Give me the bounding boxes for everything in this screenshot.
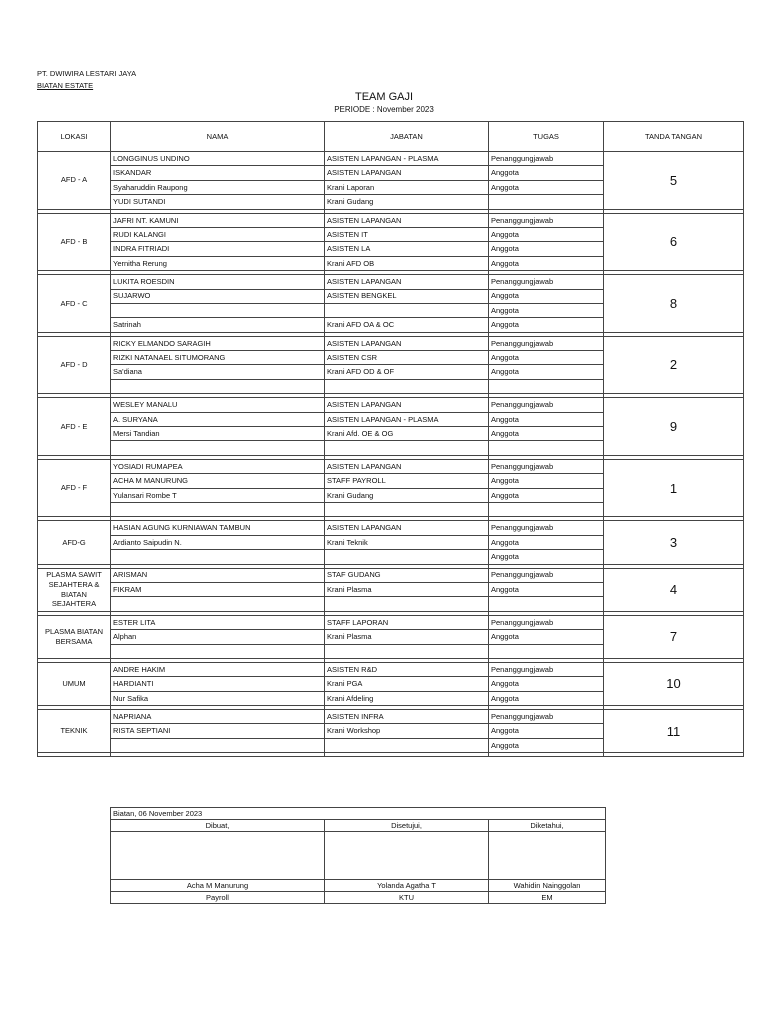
- team-table: [37, 121, 744, 757]
- nama-cell: Satrinah: [111, 318, 325, 332]
- jabatan-cell: Krani Gudang: [325, 195, 489, 209]
- jabatan-cell: ASISTEN LAPANGAN: [325, 521, 489, 535]
- place-date: Biatan, 06 November 2023: [111, 808, 606, 820]
- tugas-cell: Anggota: [489, 227, 604, 241]
- tanda-tangan-cell: 10: [604, 662, 744, 705]
- table-row: [38, 615, 744, 629]
- lokasi-cell: AFD - B: [38, 213, 111, 271]
- jabatan-cell: ASISTEN LAPANGAN: [325, 336, 489, 350]
- tugas-cell: Anggota: [489, 242, 604, 256]
- jabatan-cell: STAF GUDANG: [325, 568, 489, 582]
- tugas-cell: Penanggungjawab: [489, 615, 604, 629]
- jabatan-cell: [325, 441, 489, 455]
- tugas-cell: [489, 644, 604, 658]
- nama-cell: [111, 597, 325, 611]
- tugas-cell: Penanggungjawab: [489, 521, 604, 535]
- signer-position-2: KTU: [325, 892, 489, 904]
- nama-cell: RICKY ELMANDO SARAGIH: [111, 336, 325, 350]
- nama-cell: [111, 441, 325, 455]
- jabatan-cell: ASISTEN INFRA: [325, 710, 489, 724]
- tugas-cell: Anggota: [489, 738, 604, 752]
- table-header-row: [38, 122, 744, 152]
- table-row: [38, 521, 744, 535]
- table-row: [38, 152, 744, 166]
- tanda-tangan-cell: 7: [604, 615, 744, 658]
- tanda-tangan-cell: 5: [604, 152, 744, 210]
- tugas-cell: Penanggungjawab: [489, 710, 604, 724]
- col-tanda-tangan: TANDA TANGAN: [604, 122, 744, 152]
- tugas-cell: [489, 195, 604, 209]
- nama-cell: YUDI SUTANDI: [111, 195, 325, 209]
- nama-cell: RISTA SEPTIANI: [111, 724, 325, 738]
- jabatan-cell: Krani AFD OA & OC: [325, 318, 489, 332]
- col-lokasi: LOKASI: [38, 122, 111, 152]
- nama-cell: [111, 738, 325, 752]
- col-tugas: TUGAS: [489, 122, 604, 152]
- tanda-tangan-cell: 8: [604, 275, 744, 333]
- table-row: [38, 662, 744, 676]
- tugas-cell: Penanggungjawab: [489, 568, 604, 582]
- jabatan-cell: ASISTEN LA: [325, 242, 489, 256]
- tugas-cell: Anggota: [489, 488, 604, 502]
- signature-space: [325, 832, 489, 880]
- tanda-tangan-cell: 3: [604, 521, 744, 564]
- nama-cell: INDRA FITRIADI: [111, 242, 325, 256]
- lokasi-cell: AFD - C: [38, 275, 111, 333]
- tugas-cell: Penanggungjawab: [489, 275, 604, 289]
- jabatan-cell: Krani Teknik: [325, 535, 489, 549]
- separator-cell: [38, 753, 111, 757]
- tugas-cell: Anggota: [489, 166, 604, 180]
- jabatan-cell: STAFF PAYROLL: [325, 474, 489, 488]
- tugas-cell: Penanggungjawab: [489, 152, 604, 166]
- col-nama: NAMA: [111, 122, 325, 152]
- tugas-cell: Anggota: [489, 630, 604, 644]
- separator-cell: [111, 753, 325, 757]
- jabatan-cell: [325, 303, 489, 317]
- lokasi-cell: AFD - A: [38, 152, 111, 210]
- nama-cell: JAFRI NT. KAMUNI: [111, 213, 325, 227]
- tugas-cell: Anggota: [489, 303, 604, 317]
- lokasi-cell: UMUM: [38, 662, 111, 705]
- team-table-body: [38, 152, 744, 757]
- jabatan-cell: Krani Plasma: [325, 630, 489, 644]
- tanda-tangan-cell: 9: [604, 398, 744, 456]
- table-row: [38, 459, 744, 473]
- jabatan-cell: Krani Afd. OE & OG: [325, 427, 489, 441]
- nama-cell: A. SURYANA: [111, 412, 325, 426]
- group-separator: [38, 753, 744, 757]
- jabatan-cell: Krani Gudang: [325, 488, 489, 502]
- nama-cell: SUJARWO: [111, 289, 325, 303]
- jabatan-cell: ASISTEN LAPANGAN - PLASMA: [325, 412, 489, 426]
- nama-cell: HARDIANTI: [111, 677, 325, 691]
- tugas-cell: Penanggungjawab: [489, 336, 604, 350]
- tugas-cell: Anggota: [489, 724, 604, 738]
- signature-table: [110, 807, 606, 904]
- nama-cell: WESLEY MANALU: [111, 398, 325, 412]
- tugas-cell: Anggota: [489, 677, 604, 691]
- tugas-cell: [489, 597, 604, 611]
- nama-cell: Sa'diana: [111, 365, 325, 379]
- jabatan-cell: [325, 644, 489, 658]
- signer-name-1: Acha M Manurung: [111, 880, 325, 892]
- tanda-tangan-cell: 11: [604, 710, 744, 753]
- estate-name: BIATAN ESTATE: [37, 81, 94, 90]
- nama-cell: Yernitha Rerung: [111, 256, 325, 270]
- jabatan-cell: ASISTEN IT: [325, 227, 489, 241]
- lokasi-cell: TEKNIK: [38, 710, 111, 753]
- jabatan-cell: [325, 597, 489, 611]
- signer-name-3: Wahidin Nainggolan: [489, 880, 606, 892]
- jabatan-cell: [325, 550, 489, 564]
- tugas-cell: Anggota: [489, 351, 604, 365]
- tanda-tangan-cell: 6: [604, 213, 744, 271]
- nama-cell: Nur Safika: [111, 691, 325, 705]
- jabatan-cell: [325, 502, 489, 516]
- jabatan-cell: Krani Plasma: [325, 582, 489, 596]
- jabatan-cell: [325, 379, 489, 393]
- nama-cell: ANDRE HAKIM: [111, 662, 325, 676]
- nama-cell: Ardianto Saipudin N.: [111, 535, 325, 549]
- lokasi-cell: AFD - D: [38, 336, 111, 394]
- tugas-cell: [489, 441, 604, 455]
- jabatan-cell: STAFF LAPORAN: [325, 615, 489, 629]
- tugas-cell: Anggota: [489, 535, 604, 549]
- signer-position-3: EM: [489, 892, 606, 904]
- company-name: PT. DWIWIRA LESTARI JAYA: [37, 69, 137, 78]
- lokasi-cell: AFD - F: [38, 459, 111, 517]
- separator-cell: [489, 753, 604, 757]
- jabatan-cell: ASISTEN LAPANGAN: [325, 398, 489, 412]
- tugas-cell: Anggota: [489, 582, 604, 596]
- jabatan-cell: [325, 738, 489, 752]
- jabatan-cell: Krani Workshop: [325, 724, 489, 738]
- tugas-cell: Anggota: [489, 256, 604, 270]
- tugas-cell: Penanggungjawab: [489, 459, 604, 473]
- nama-cell: ACHA M MANURUNG: [111, 474, 325, 488]
- jabatan-cell: ASISTEN LAPANGAN: [325, 166, 489, 180]
- tugas-cell: [489, 502, 604, 516]
- separator-cell: [325, 753, 489, 757]
- signer-position-1: Payroll: [111, 892, 325, 904]
- nama-cell: LONGGINUS UNDINO: [111, 152, 325, 166]
- nama-cell: RIZKI NATANAEL SITUMORANG: [111, 351, 325, 365]
- table-row: [38, 710, 744, 724]
- table-row: [38, 398, 744, 412]
- tugas-cell: Anggota: [489, 180, 604, 194]
- lokasi-cell: AFD - E: [38, 398, 111, 456]
- separator-cell: [604, 753, 744, 757]
- nama-cell: [111, 550, 325, 564]
- jabatan-cell: ASISTEN BENGKEL: [325, 289, 489, 303]
- tugas-cell: Penanggungjawab: [489, 662, 604, 676]
- jabatan-cell: ASISTEN LAPANGAN: [325, 459, 489, 473]
- lokasi-cell: PLASMA SAWIT SEJAHTERA & BIATAN SEJAHTERA: [38, 568, 111, 611]
- table-row: [38, 568, 744, 582]
- jabatan-cell: ASISTEN LAPANGAN - PLASMA: [325, 152, 489, 166]
- jabatan-cell: ASISTEN LAPANGAN: [325, 213, 489, 227]
- tugas-cell: Penanggungjawab: [489, 213, 604, 227]
- jabatan-cell: ASISTEN R&D: [325, 662, 489, 676]
- role-dibuat: Dibuat,: [111, 820, 325, 832]
- nama-cell: FIKRAM: [111, 582, 325, 596]
- jabatan-cell: Krani Laporan: [325, 180, 489, 194]
- document-period: PERIODE : November 2023: [334, 105, 434, 114]
- nama-cell: [111, 379, 325, 393]
- tugas-cell: [489, 379, 604, 393]
- nama-cell: Yulansari Rombe T: [111, 488, 325, 502]
- tugas-cell: Anggota: [489, 289, 604, 303]
- tugas-cell: Anggota: [489, 691, 604, 705]
- jabatan-cell: ASISTEN LAPANGAN: [325, 275, 489, 289]
- nama-cell: LUKITA ROESDIN: [111, 275, 325, 289]
- nama-cell: Alphan: [111, 630, 325, 644]
- table-row: [38, 275, 744, 289]
- tugas-cell: Anggota: [489, 474, 604, 488]
- tanda-tangan-cell: 2: [604, 336, 744, 394]
- col-jabatan: JABATAN: [325, 122, 489, 152]
- jabatan-cell: Krani Afdeling: [325, 691, 489, 705]
- role-diketahui: Diketahui,: [489, 820, 606, 832]
- tugas-cell: Penanggungjawab: [489, 398, 604, 412]
- signer-name-2: Yolanda Agatha T: [325, 880, 489, 892]
- nama-cell: ARISMAN: [111, 568, 325, 582]
- tugas-cell: Anggota: [489, 365, 604, 379]
- nama-cell: [111, 502, 325, 516]
- signature-space: [489, 832, 606, 880]
- jabatan-cell: Krani AFD OD & OF: [325, 365, 489, 379]
- nama-cell: ESTER LITA: [111, 615, 325, 629]
- tugas-cell: Anggota: [489, 550, 604, 564]
- nama-cell: RUDI KALANGI: [111, 227, 325, 241]
- tanda-tangan-cell: 4: [604, 568, 744, 611]
- nama-cell: [111, 644, 325, 658]
- nama-cell: HASIAN AGUNG KURNIAWAN TAMBUN: [111, 521, 325, 535]
- nama-cell: YOSIADI RUMAPEA: [111, 459, 325, 473]
- jabatan-cell: Krani PGA: [325, 677, 489, 691]
- nama-cell: Syaharuddin Raupong: [111, 180, 325, 194]
- lokasi-cell: PLASMA BIATAN BERSAMA: [38, 615, 111, 658]
- tugas-cell: Anggota: [489, 412, 604, 426]
- role-disetujui: Disetujui,: [325, 820, 489, 832]
- tanda-tangan-cell: 1: [604, 459, 744, 517]
- table-row: [38, 213, 744, 227]
- nama-cell: ISKANDAR: [111, 166, 325, 180]
- tugas-cell: Anggota: [489, 427, 604, 441]
- table-row: [38, 336, 744, 350]
- nama-cell: Mersi Tandian: [111, 427, 325, 441]
- tugas-cell: Anggota: [489, 318, 604, 332]
- nama-cell: [111, 303, 325, 317]
- nama-cell: NAPRIANA: [111, 710, 325, 724]
- jabatan-cell: ASISTEN CSR: [325, 351, 489, 365]
- signature-space: [111, 832, 325, 880]
- jabatan-cell: Krani AFD OB: [325, 256, 489, 270]
- lokasi-cell: AFD-G: [38, 521, 111, 564]
- document-title: TEAM GAJI: [354, 91, 414, 103]
